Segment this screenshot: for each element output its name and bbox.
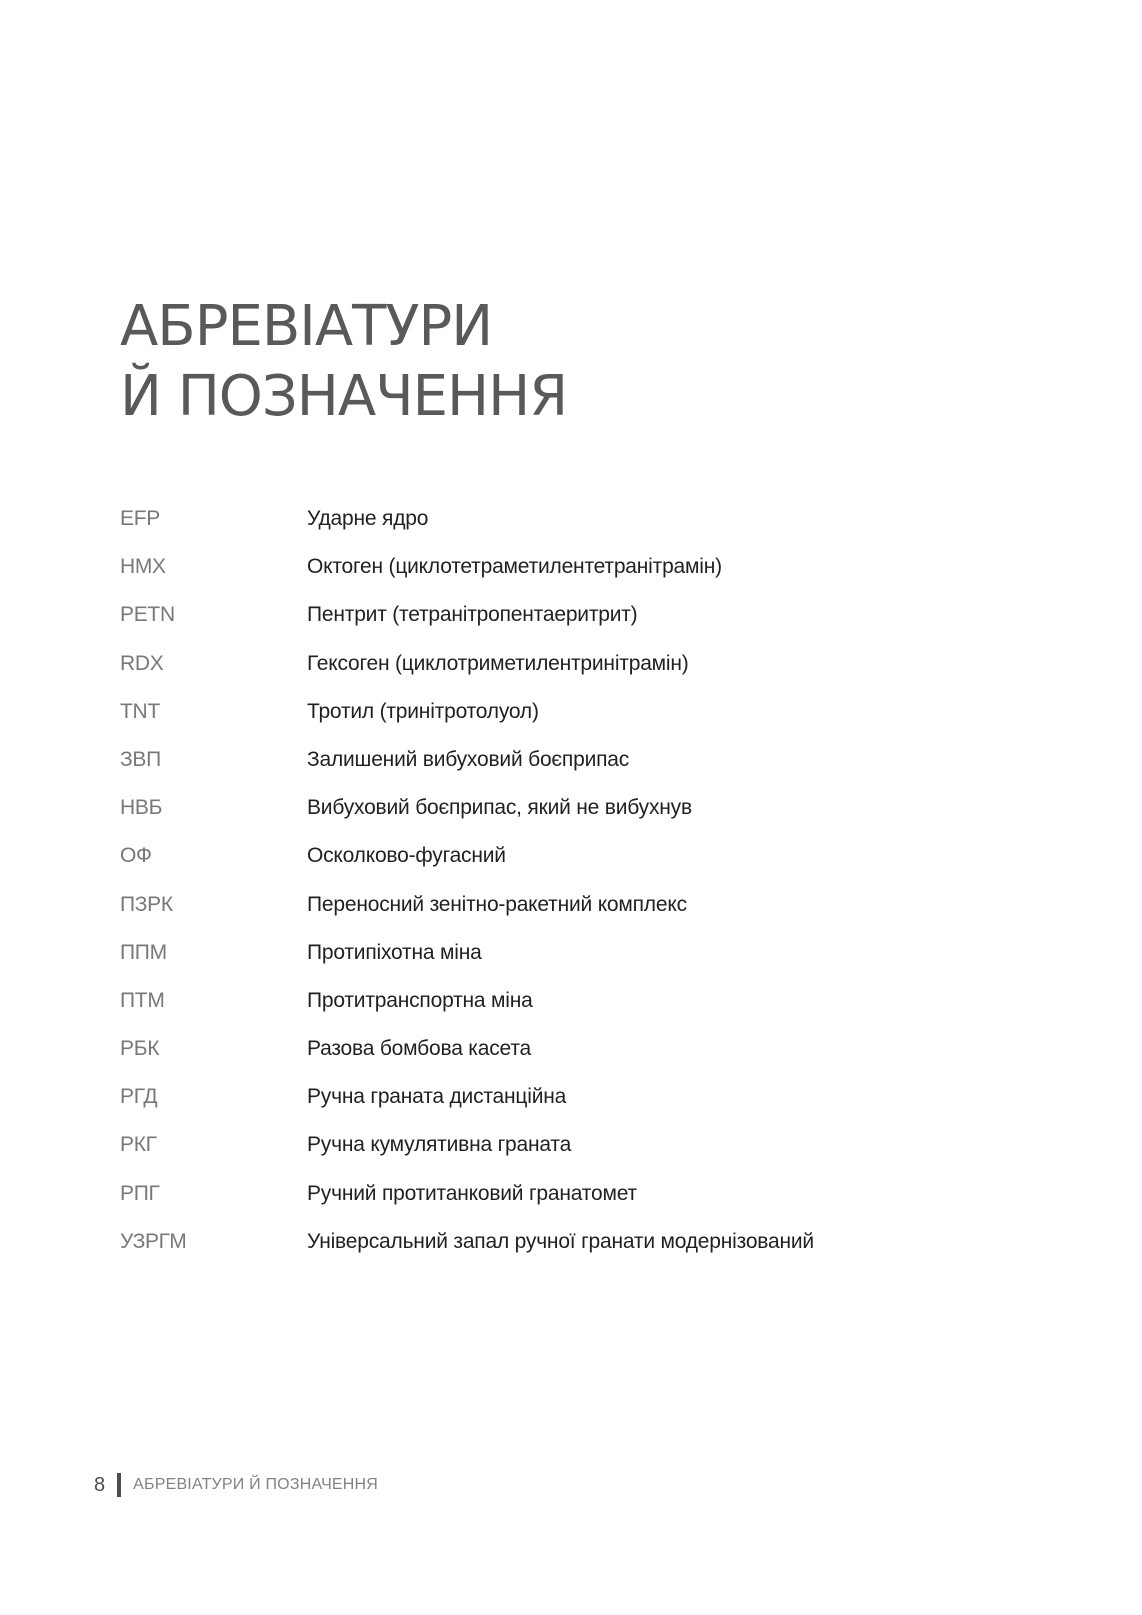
abbreviation-description: Переносний зенітно-ракетний комплекс — [307, 892, 687, 916]
abbreviation-description: Ручна кумулятивна граната — [307, 1133, 572, 1157]
abbreviation-row — [120, 599, 814, 647]
abbreviation-row — [120, 503, 814, 551]
running-header: АБРЕВІАТУРИ Й ПОЗНАЧЕННЯ — [133, 1476, 379, 1493]
abbreviation-row — [120, 792, 814, 840]
abbreviation-code: ПТМ — [120, 988, 165, 1012]
abbreviation-row — [120, 937, 814, 985]
abbreviation-description: Вибуховий боєприпас, який не вибухнув — [307, 796, 692, 820]
abbreviation-row — [120, 1033, 814, 1081]
abbreviation-description: Гексоген (циклотриметилентринітрамін) — [307, 651, 689, 675]
abbreviation-code: УЗРГМ — [120, 1229, 187, 1253]
abbreviation-row — [120, 985, 814, 1033]
abbreviation-row — [120, 551, 814, 599]
abbreviation-description: Ручна граната дистанційна — [307, 1085, 567, 1109]
abbreviation-row — [120, 1081, 814, 1129]
abbreviation-description: Осколково-фугасний — [307, 844, 506, 868]
abbreviation-description: Пентрит (тетранітропентаеритрит) — [307, 603, 638, 627]
page-title-line-1: АБРЕВІАТУРИ — [120, 294, 493, 359]
abbreviation-row — [120, 1129, 814, 1177]
abbreviation-row — [120, 696, 814, 744]
abbreviation-row — [120, 840, 814, 888]
abbreviation-code: RDX — [120, 651, 164, 675]
abbreviation-code: TNT — [120, 699, 160, 723]
footer-divider — [117, 1473, 121, 1497]
abbreviation-description: Ударне ядро — [307, 507, 429, 530]
abbreviation-code: ПЗРК — [120, 892, 173, 916]
abbreviation-code: HMX — [120, 555, 166, 579]
abbreviation-list — [120, 503, 814, 1274]
abbreviation-description: Тротил (тринітротолуол) — [307, 699, 539, 723]
abbreviation-description: Протитранспортна міна — [307, 988, 533, 1012]
abbreviation-code: РКГ — [120, 1133, 157, 1157]
abbreviation-description: Залишений вибуховий боєприпас — [307, 747, 630, 771]
abbreviation-description: Разова бомбова касета — [307, 1037, 531, 1061]
abbreviation-code: РПГ — [120, 1181, 160, 1205]
abbreviation-description: Універсальний запал ручної гранати модернізований — [307, 1229, 814, 1253]
abbreviation-code: ППМ — [120, 940, 167, 964]
page-title-line-2: Й ПОЗНАЧЕННЯ — [120, 364, 568, 429]
abbreviation-row — [120, 648, 814, 696]
abbreviation-code: EFP — [120, 507, 160, 530]
abbreviation-code: ЗВП — [120, 747, 161, 771]
abbreviation-description: Протипіхотна міна — [307, 940, 482, 964]
abbreviation-code: ОФ — [120, 844, 152, 868]
abbreviation-code: РБК — [120, 1037, 160, 1061]
abbreviation-row — [120, 1178, 814, 1226]
abbreviation-code: РГД — [120, 1085, 158, 1109]
page-footer — [94, 1470, 378, 1500]
page-title — [120, 292, 567, 432]
abbreviation-code: PETN — [120, 603, 175, 627]
page-number: 8 — [94, 1473, 106, 1496]
abbreviation-code: НВБ — [120, 796, 163, 820]
abbreviation-row — [120, 744, 814, 792]
abbreviation-description: Ручний протитанковий гранатомет — [307, 1181, 637, 1205]
abbreviation-row — [120, 889, 814, 937]
abbreviation-row — [120, 1226, 814, 1274]
abbreviation-description: Октоген (циклотетраметилентетранітрамін) — [307, 555, 722, 579]
